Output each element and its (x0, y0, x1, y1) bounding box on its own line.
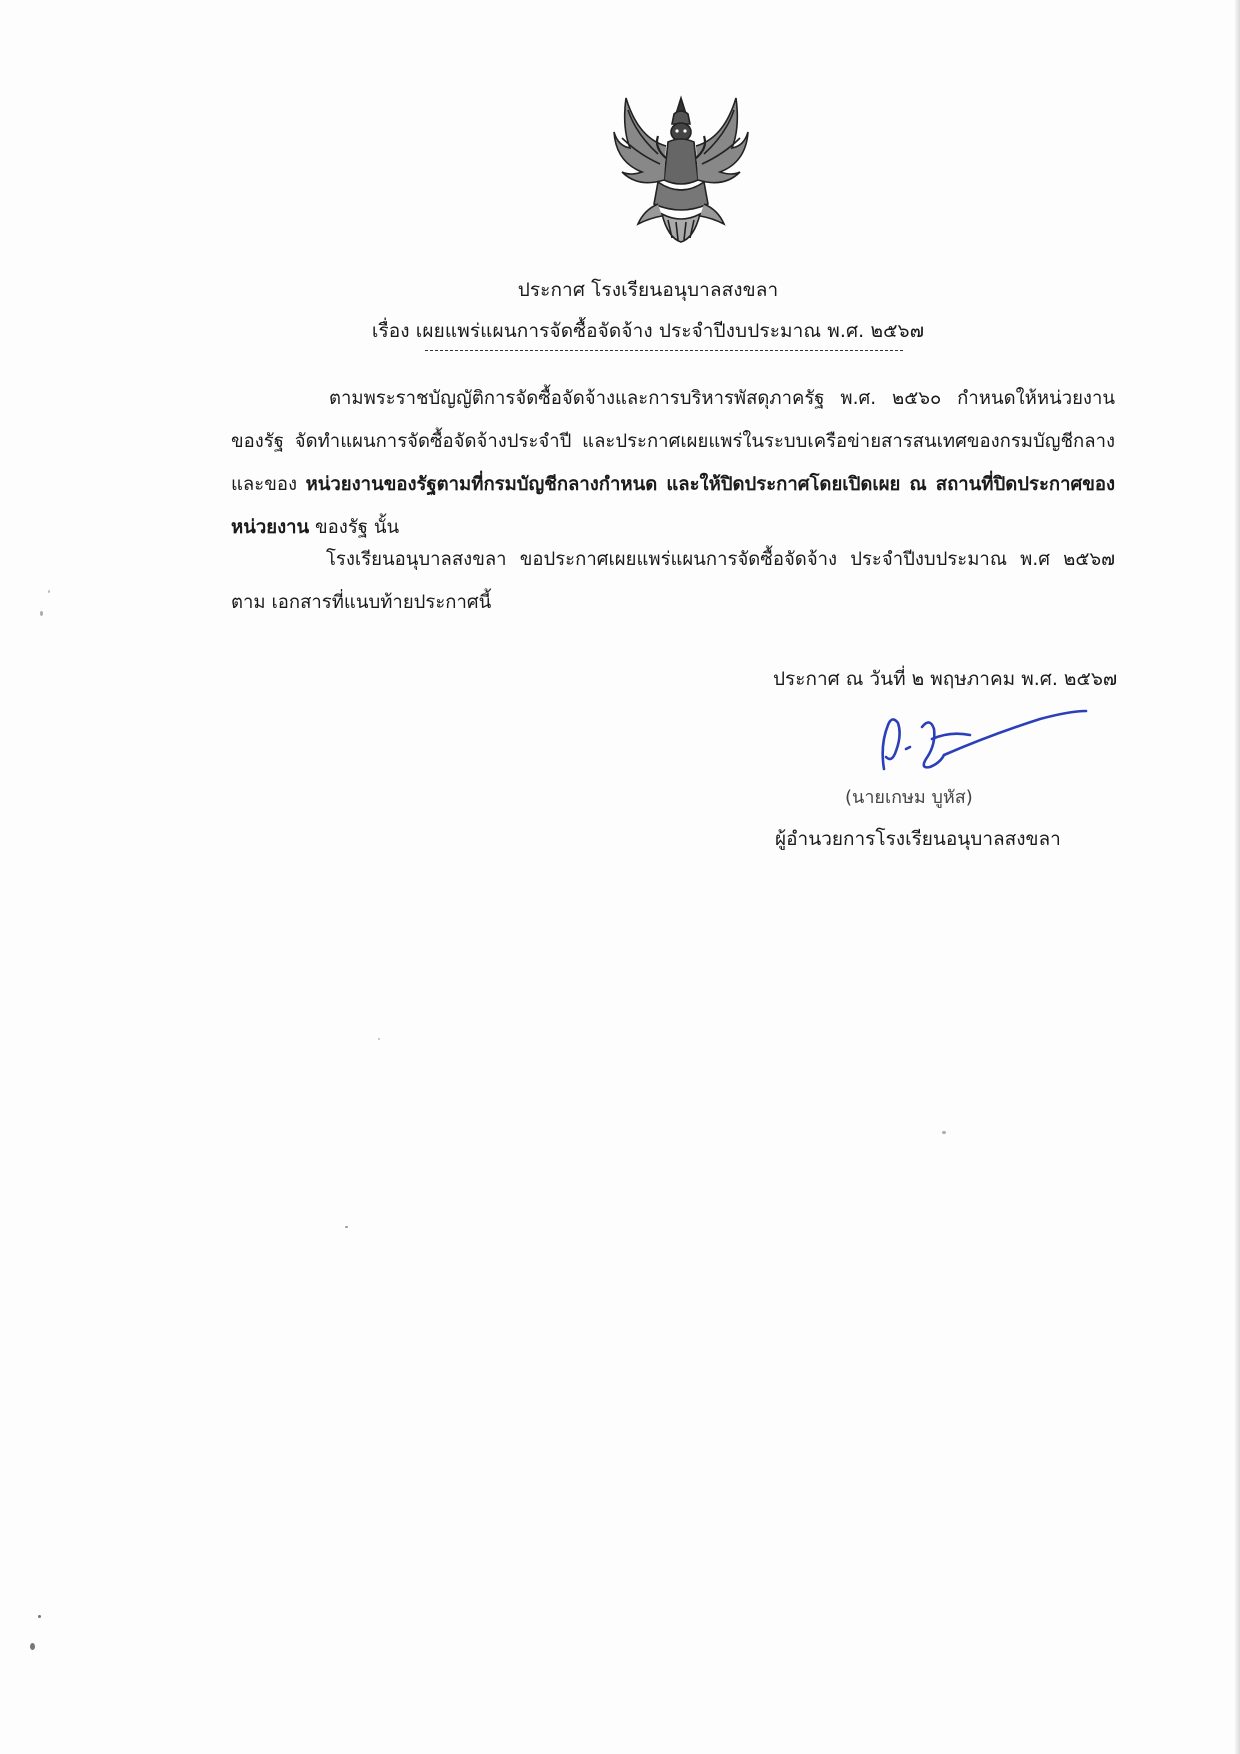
heading-dashed-rule (425, 350, 903, 351)
announcement-title: ประกาศ โรงเรียนอนุบาลสงขลา (517, 279, 779, 301)
scan-speck (378, 1038, 380, 1040)
scan-speck (48, 590, 50, 593)
announcement-date: ประกาศ ณ วันที่ ๒ พฤษภาคม พ.ศ. ๒๕๖๗ (773, 668, 1118, 690)
scan-edge-shadow (1234, 0, 1240, 1754)
paragraph-1-part-2: หน่วยงานของรัฐตามที่กรมบัญชีกลางกำหนด และให้ปิดประกาศโดยเปิดเผย ณ สถานที่ปิดประกาศของหน่วยงาน (231, 474, 1116, 538)
handwritten-signature (870, 705, 1090, 781)
paragraph-1-part-1: ตามพระราชบัญญัติการจัดซื้อจัดจ้างและการบริหารพัสดุภาครัฐ พ.ศ. ๒๕๖๐ กำหนดให้หน่วยงานของรัฐ จัดทำแผนการจัดซื้อจัดจ้างประจำปี และประกาศเผยแพร่ในระบบเครือข่ายสารสนเทศของกรมบัญชีกลางและของ (231, 388, 1115, 495)
signer-title: ผู้อำนวยการโรงเรียนอนุบาลสงขลา (775, 828, 1061, 850)
body-paragraph-1 (231, 377, 1115, 549)
announcement-subject: เรื่อง เผยแพร่แผนการจัดซื้อจัดจ้าง ประจำปีงบประมาณ พ.ศ. ๒๕๖๗ (371, 320, 925, 342)
scan-speck (942, 1131, 946, 1134)
scan-speck (40, 611, 43, 616)
scan-speck (30, 1643, 35, 1650)
body-paragraph-2: โรงเรียนอนุบาลสงขลา ขอประกาศเผยแพร่แผนการจัดซื้อจัดจ้าง ประจำปีงบประมาณ พ.ศ ๒๕๖๗ ตาม เอกสารที่แนบท้ายประกาศนี้ (231, 549, 1115, 613)
signer-name: (นายเกษม บูหัส) (845, 787, 973, 808)
garuda-emblem-icon (608, 88, 754, 246)
scan-speck (38, 1615, 41, 1618)
scan-speck (345, 1226, 348, 1228)
paragraph-1-part-3: ของรัฐ นั้น (315, 517, 400, 538)
